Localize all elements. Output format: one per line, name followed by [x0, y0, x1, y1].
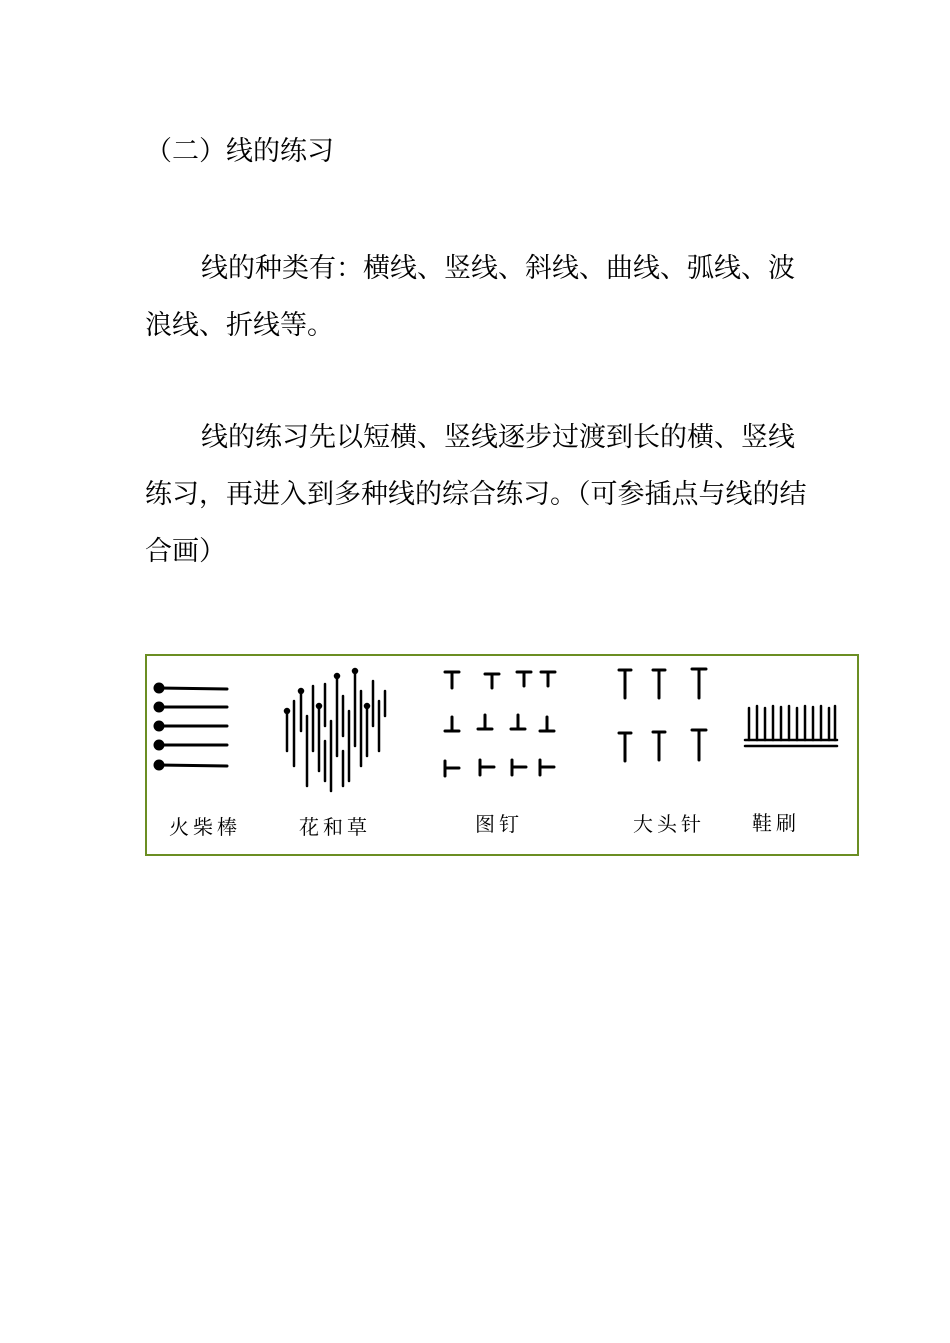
pins-drawing — [619, 669, 706, 761]
matchsticks-drawing — [155, 684, 227, 769]
flowers-grass-drawing — [285, 669, 385, 791]
caption-matchsticks: 火柴棒 — [169, 815, 241, 839]
thumbtacks-drawing — [445, 672, 555, 776]
shoe-brush-drawing — [745, 706, 837, 746]
caption-flowers-grass: 花和草 — [299, 815, 371, 839]
line-practice-figure — [145, 654, 859, 856]
caption-shoe-brush: 鞋刷 — [752, 811, 800, 835]
caption-pins: 大头针 — [633, 812, 705, 836]
section-heading: （二）线的练习 — [145, 136, 334, 167]
caption-thumbtacks: 图钉 — [475, 812, 523, 836]
paragraph-line-practice: 线的练习先以短横、竖线逐步过渡到长的横、竖线练习，再进入到多种线的综合练习。（可参插点与线的结合画） — [145, 422, 807, 567]
paragraph-line-types: 线的种类有：横线、竖线、斜线、曲线、弧线、波浪线、折线等。 — [145, 253, 795, 341]
